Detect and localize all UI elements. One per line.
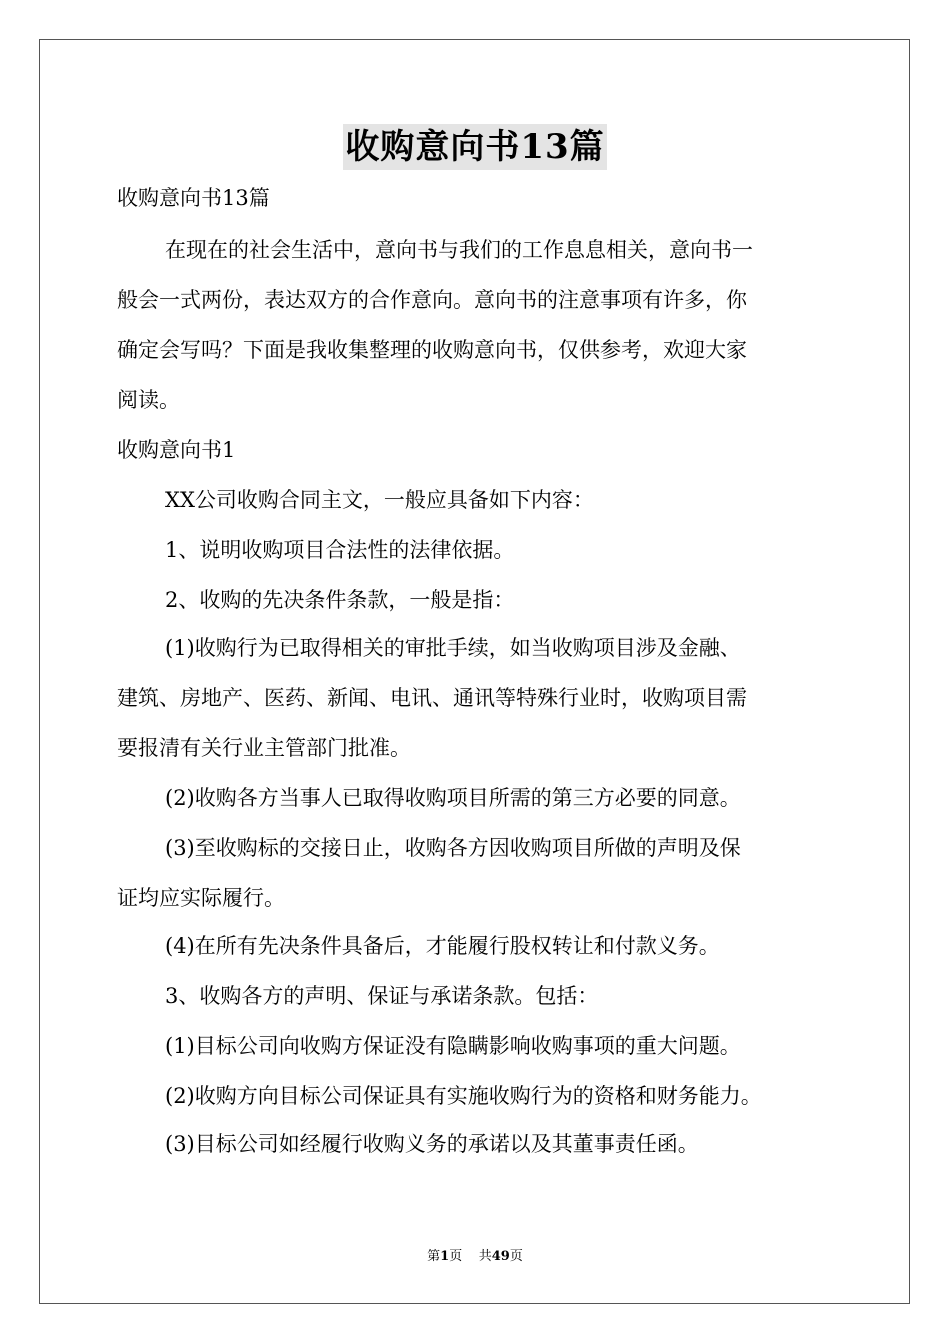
page-border (39, 39, 910, 1304)
document-title-wrapper (0, 124, 950, 172)
paragraph-line: 1、说明收购项目合法性的法律依据。 (165, 538, 515, 562)
paragraph-line: (2)收购方向目标公司保证具有实施收购行为的资格和财务能力。 (165, 1084, 762, 1108)
intro-line-1: 在现在的社会生活中，意向书与我们的工作息息相关，意向书一 (165, 238, 753, 262)
paragraph-line: (2)收购各方当事人已取得收购项目所需的第三方必要的同意。 (165, 786, 741, 810)
paragraph-line: XX公司收购合同主文，一般应具备如下内容： (165, 488, 594, 512)
paragraph-line: (1)收购行为已取得相关的审批手续，如当收购项目涉及金融、 (165, 636, 741, 660)
paragraph-line: 建筑、房地产、医药、新闻、电讯、通讯等特殊行业时，收购项目需 (117, 686, 747, 710)
page-suffix: 页 (449, 1249, 463, 1264)
page-prefix: 第 (427, 1249, 441, 1264)
total-pages: 49 (491, 1249, 510, 1264)
total-suffix: 页 (509, 1249, 523, 1264)
total-prefix: 共 (478, 1249, 492, 1264)
paragraph-line: 要报清有关行业主管部门批准。 (117, 736, 411, 760)
paragraph-line: (4)在所有先决条件具备后，才能履行股权转让和付款义务。 (165, 934, 720, 958)
document-title: 收购意向书13篇 (343, 124, 606, 170)
intro-line-4: 阅读。 (117, 388, 180, 412)
page-number: 1 (440, 1249, 450, 1264)
page-footer (0, 1248, 950, 1266)
intro-line-3: 确定会写吗？下面是我收集整理的收购意向书，仅供参考，欢迎大家 (117, 338, 747, 362)
paragraph-line: 证均应实际履行。 (117, 886, 285, 910)
intro-line-2: 般会一式两份，表达双方的合作意向。意向书的注意事项有许多，你 (117, 288, 747, 312)
paragraph-line: (3)目标公司如经履行收购义务的承诺以及其董事责任函。 (165, 1132, 699, 1156)
paragraph-line: (1)目标公司向收购方保证没有隐瞒影响收购事项的重大问题。 (165, 1034, 741, 1058)
paragraph-line: 2、收购的先决条件条款，一般是指： (165, 588, 515, 612)
paragraph-line: 3、收购各方的声明、保证与承诺条款。包括： (165, 984, 599, 1008)
section-heading-1: 收购意向书1 (117, 438, 236, 462)
paragraph-line: (3)至收购标的交接日止，收购各方因收购项目所做的声明及保 (165, 836, 741, 860)
document-subtitle: 收购意向书13篇 (117, 186, 270, 210)
